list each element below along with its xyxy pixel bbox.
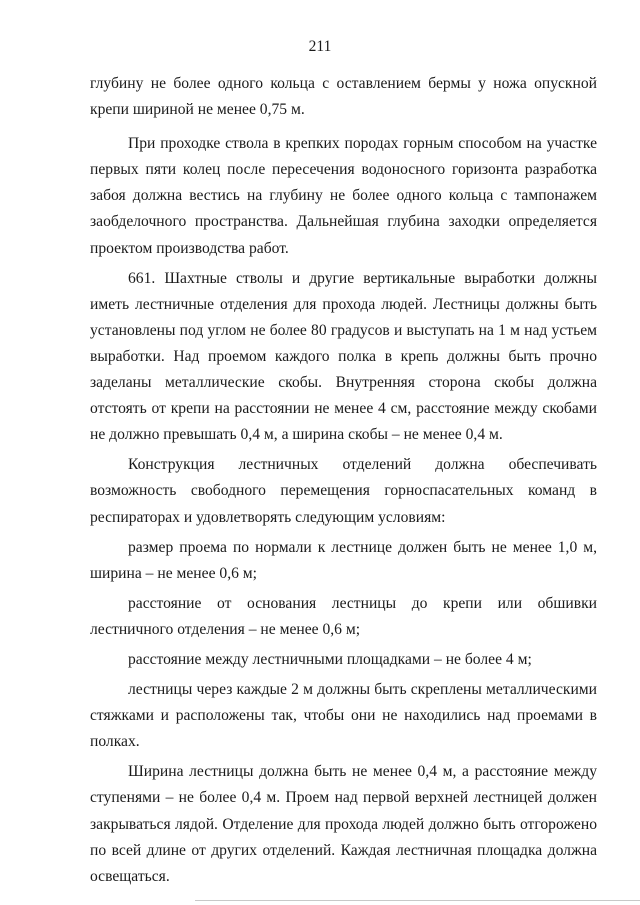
page-number: 211	[308, 38, 332, 55]
document-body	[90, 71, 597, 894]
list-item-base-distance: расстояние от основания лестницы до крепи или обшивки лестничного отделения – не менее 0,6 м;	[90, 594, 597, 638]
list-item-opening-size: размер проема по нормали к лестнице должен быть не менее 1,0 м, ширина – не менее 0,6 м;	[90, 538, 597, 582]
list-item-landing-distance: расстояние между лестничными площадками – не более 4 м;	[128, 650, 532, 668]
list-item-ladder-ties: лестницы через каждые 2 м должны быть скреплены металлическими стяжками и расположены так, чтобы они не находились над проемами в полках.	[90, 681, 597, 751]
paragraph-661-ladder-compartments: 661. Шахтные стволы и другие вертикальные выработки должны иметь лестничные отделения для прохода людей. Лестницы должны быть установлены под углом не более 80 градусов и выступать на 1 м над устьем выработки. Над проемом каждого полка в крепь должны быть прочно заделаны металлические скобы. Внутренняя сторона скобы должна отстоять от крепи на расстоянии не менее 4 см, расстояние между скобами не должно превышать 0,4 м, а ширина скобы – не менее 0,4 м.	[90, 269, 597, 444]
paragraph-compartment-design: Конструкция лестничных отделений должна обеспечивать возможность свободного перемещения горноспасательных команд в респираторах и удовлетворять следующим условиям:	[90, 456, 597, 526]
paragraph-ladder-width: Ширина лестницы должна быть не менее 0,4 м, а расстояние между ступенями – не более 0,4 м. Проем над первой верхней лестницей должен закрываться лядой. Отделение для прохода людей должно быть отгорожено по всей длине от других отделений. Каждая лестничная площадка должна освещаться.	[90, 763, 597, 885]
scan-edge-line	[195, 900, 640, 901]
paragraph-shaft-sinking: При проходке ствола в крепких породах горным способом на участке первых пяти колец после пересечения водоносного горизонта разработка забоя должна вестись на глубину не более одного кольца с тампонажем заобделочного пространства. Дальнейшая глубина заходки определяется проектом производства работ.	[90, 135, 597, 257]
paragraph-continuation: глубину не более одного кольца с оставлением бермы у ножа опускной крепи шириной не менее 0,75 м.	[90, 75, 597, 119]
